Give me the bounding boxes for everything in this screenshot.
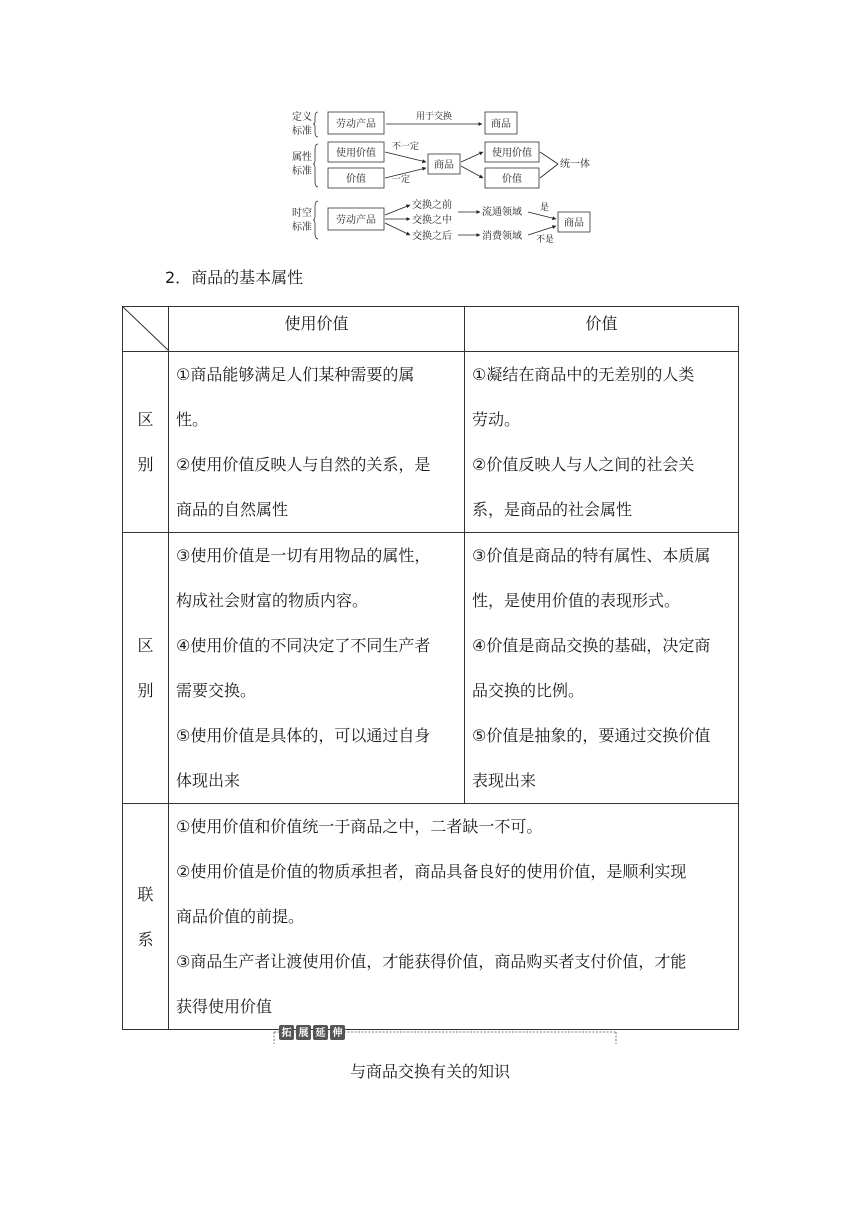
definition-commodity-text: 商品 bbox=[491, 119, 511, 130]
section-heading: 2．商品的基本属性 bbox=[165, 268, 304, 287]
time-space-is-text: 是 bbox=[540, 203, 550, 213]
attribute-certain-note: 一定 bbox=[392, 175, 411, 185]
commodity-attributes-table bbox=[122, 306, 739, 1030]
row-head-connection: 联 系 bbox=[123, 804, 169, 1030]
use-value-cell-2: ③使用价值是一切有用物品的属性， 构成社会财富的物质内容。 ④使用价值的不同决定了不同生产者 需要交换。 ⑤使用价值是具体的，可以通过自身 体现出来 bbox=[169, 533, 465, 804]
time-space-label-bottom: 标准 bbox=[292, 222, 312, 233]
time-space-is-not-text: 不是 bbox=[536, 235, 555, 244]
attribute-standard-label-bottom: 标准 bbox=[292, 166, 312, 177]
time-space-after-text: 交换之后 bbox=[412, 231, 452, 242]
extension-badge-bar bbox=[270, 1023, 620, 1047]
time-space-commodity-text: 商品 bbox=[564, 218, 584, 229]
definition-labor-product-text: 劳动产品 bbox=[336, 119, 376, 130]
time-space-consumption-text: 消费领域 bbox=[482, 231, 522, 242]
value-cell-1: ①凝结在商品中的无差别的人类 劳动。 ②价值反映人与人之间的社会关 系，是商品的社会属性 bbox=[465, 352, 739, 533]
definition-standard-label-bottom: 标准 bbox=[292, 126, 312, 137]
use-value-cell-1: ①商品能够满足人们某种需要的属 性。 ②使用价值反映人与自然的关系，是 商品的自然属性 bbox=[169, 352, 465, 533]
header-use-value: 使用价值 bbox=[169, 307, 465, 352]
value-cell-2: ③价值是商品的特有属性、本质属 性，是使用价值的表现形式。 ④价值是商品交换的基础，决定商 品交换的比例。 ⑤价值是抽象的，要通过交换价值 表现出来 bbox=[465, 533, 739, 804]
connection-cell: ①使用价值和价值统一于商品之中，二者缺一不可。 ②使用价值是价值的物质承担者，商品具备良好的使用价值，是顺利实现 商品价值的前提。 ③商品生产者让渡使用价值，才能获得价值，商品购买者支付价值，才能 获得使用价值 bbox=[169, 804, 739, 1030]
badge-char-4: 伸 bbox=[332, 1028, 343, 1039]
table-row bbox=[123, 352, 739, 533]
attribute-right-use-value-text: 使用价值 bbox=[492, 148, 532, 159]
time-space-before-text: 交换之前 bbox=[412, 200, 452, 211]
extension-title: 与商品交换有关的知识 bbox=[349, 1062, 510, 1081]
time-space-labor-product-text: 劳动产品 bbox=[336, 215, 376, 226]
badge-char-1: 拓 bbox=[281, 1028, 292, 1039]
attribute-standard-label-top: 属性 bbox=[292, 152, 312, 163]
attribute-right-value-text: 价值 bbox=[502, 174, 522, 185]
definition-arrow-label: 用于交换 bbox=[415, 112, 453, 122]
time-space-during-text: 交换之中 bbox=[412, 215, 452, 226]
table-row bbox=[123, 533, 739, 804]
diagonal-line-icon bbox=[123, 307, 169, 351]
row-head-difference-2: 区 别 bbox=[123, 533, 169, 804]
definition-standard-label-top: 定义 bbox=[292, 112, 312, 123]
table-corner-cell bbox=[123, 307, 169, 352]
time-space-label-top: 时空 bbox=[292, 208, 312, 219]
attribute-unity-text: 统一体 bbox=[560, 159, 590, 170]
commodity-concept-diagram bbox=[288, 104, 598, 244]
badge-char-3: 延 bbox=[315, 1028, 326, 1039]
badge-char-2: 展 bbox=[298, 1028, 309, 1039]
attribute-value-text: 价值 bbox=[346, 174, 366, 185]
table-row bbox=[123, 804, 739, 1030]
header-value: 价值 bbox=[465, 307, 739, 352]
attribute-not-certain-note: 不一定 bbox=[392, 142, 420, 152]
time-space-circulation-text: 流通领域 bbox=[482, 207, 522, 218]
attribute-use-value-text: 使用价值 bbox=[336, 148, 376, 159]
attribute-commodity-text: 商品 bbox=[434, 160, 454, 171]
row-head-difference-1: 区 别 bbox=[123, 352, 169, 533]
